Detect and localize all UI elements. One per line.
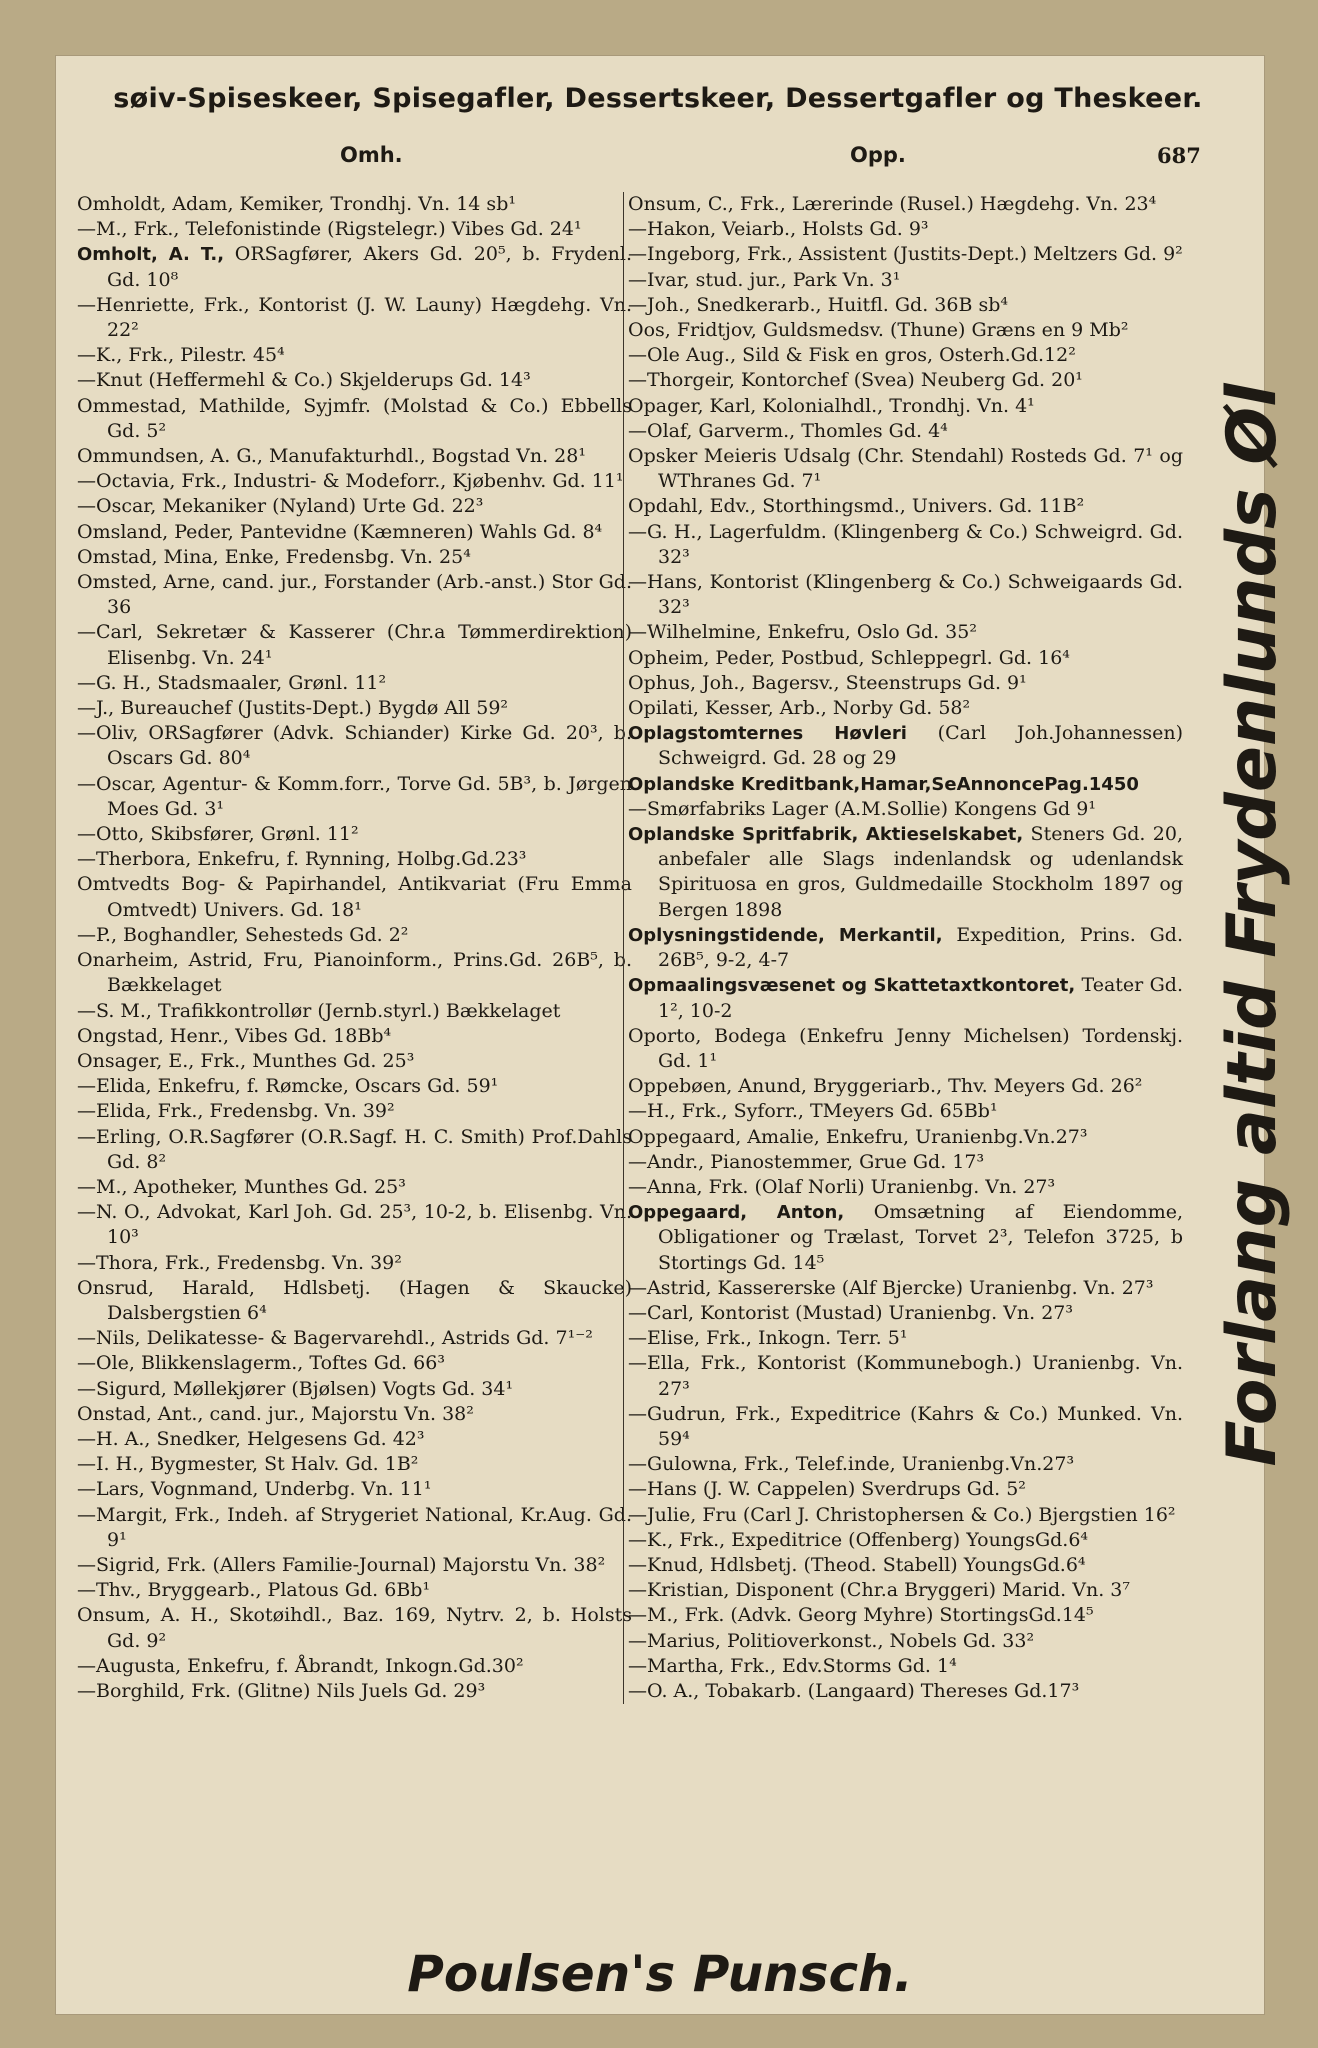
directory-entry bbox=[628, 797, 1183, 822]
entry-text: —Thorgeir, Kontorchef (Svea) Neuberg Gd. 20¹ bbox=[628, 369, 1083, 392]
directory-entry bbox=[77, 1326, 632, 1351]
directory-entry bbox=[628, 1276, 1183, 1301]
entry-text: —Thora, Frk., Fredensbg. Vn. 39² bbox=[77, 1251, 402, 1274]
entry-text: —Henriette, Frk., Kontorist (J. W. Launy) Hægdehg. Vn. 22² bbox=[77, 293, 632, 342]
entry-text: —J., Bureauchef (Justits-Dept.) Bygdø All 59² bbox=[77, 697, 509, 720]
directory-entry bbox=[77, 1125, 632, 1175]
entry-text: Omtvedts Bog- & Papirhandel, Antikvariat (Fru Emma Omtvedt) Univers. Gd. 18¹ bbox=[77, 873, 632, 921]
directory-entry bbox=[77, 696, 632, 721]
entry-text: Ophus, Joh., Bagersv., Steenstrups Gd. 9¹ bbox=[628, 671, 1027, 694]
entry-heading: Oplandske Kreditbank,Hamar,SeAnnoncePag.1450 bbox=[628, 773, 1139, 795]
entry-text: —Augusta, Enkefru, f. Åbrandt, Inkogn.Gd.30² bbox=[77, 1654, 524, 1677]
directory-entry bbox=[628, 696, 1183, 721]
entry-text: —H. A., Snedker, Helgesens Gd. 42³ bbox=[77, 1427, 425, 1450]
entry-text: Onstad, Ant., cand. jur., Majorstu Vn. 38² bbox=[77, 1402, 474, 1425]
entry-text: —Carl, Kontorist (Mustad) Uranienbg. Vn. 27³ bbox=[628, 1301, 1074, 1324]
directory-entry bbox=[628, 520, 1183, 570]
entry-text: —Smørfabriks Lager (A.M.Sollie) Kongens Gd 9¹ bbox=[628, 797, 1096, 820]
directory-entry bbox=[77, 494, 632, 519]
entry-text: —Nils, Delikatesse- & Bagervarehdl., Astrids Gd. 7¹⁻² bbox=[77, 1327, 593, 1350]
entry-text: —S. M., Trafikkontrollør (Jernb.styrl.) Bækkelaget bbox=[77, 999, 561, 1022]
directory-entry bbox=[77, 772, 632, 822]
directory-entry bbox=[628, 1503, 1183, 1528]
directory-entry bbox=[77, 1200, 632, 1250]
entry-heading: Oplagstomternes Høvleri bbox=[628, 723, 907, 745]
directory-entry bbox=[77, 1603, 632, 1653]
directory-entry bbox=[628, 1477, 1183, 1502]
directory-entry bbox=[77, 923, 632, 948]
entry-text: —Martha, Frk., Edv.Storms Gd. 1⁴ bbox=[628, 1654, 957, 1677]
directory-entry bbox=[628, 444, 1183, 494]
top-advertisement: søiv-Spiseskeer, Spisegafler, Dessertskeer, Dessertgafler og Theskeer. bbox=[113, 83, 1203, 114]
entry-text: —Therbora, Enkefru, f. Rynning, Holbg.Gd.23³ bbox=[77, 848, 527, 871]
entry-text: Omholdt, Adam, Kemiker, Trondhj. Vn. 14 sb¹ bbox=[77, 193, 516, 215]
directory-entry bbox=[77, 394, 632, 444]
directory-entry bbox=[77, 620, 632, 670]
directory-entry bbox=[77, 1276, 632, 1326]
directory-entry bbox=[628, 1452, 1183, 1477]
directory-entry bbox=[77, 293, 632, 343]
entry-text: Oppegaard, Amalie, Enkefru, Uranienbg.Vn.27³ bbox=[628, 1125, 1088, 1148]
directory-entry bbox=[628, 1074, 1183, 1099]
entry-text: —Elida, Enkefru, f. Rømcke, Oscars Gd. 59¹ bbox=[77, 1075, 499, 1098]
entry-text: —M., Apotheker, Munthes Gd. 25³ bbox=[77, 1175, 406, 1198]
directory-entry bbox=[77, 822, 632, 847]
entry-text: Ommestad, Mathilde, Syjmfr. (Molstad & Co.) Ebbells Gd. 5² bbox=[77, 394, 632, 442]
entry-text: Oos, Fridtjov, Guldsmedsv. (Thune) Græns en 9 Mb² bbox=[628, 319, 1129, 342]
right-column bbox=[623, 192, 1183, 1704]
directory-entry bbox=[77, 999, 632, 1024]
entry-heading: Omholt, A. T., bbox=[77, 244, 225, 266]
directory-entry bbox=[77, 1377, 632, 1402]
directory-entry bbox=[77, 671, 632, 696]
directory-entry bbox=[77, 1503, 632, 1553]
entry-text: Onarheim, Astrid, Fru, Pianoinform., Prins.Gd. 26B⁵, b. Bækkelaget bbox=[77, 949, 632, 997]
directory-entry bbox=[77, 1679, 632, 1704]
entry-text: —M., Frk., Telefonistinde (Rigstelegr.) Vibes Gd. 24¹ bbox=[77, 218, 582, 241]
directory-entry bbox=[77, 1427, 632, 1452]
directory-entry bbox=[628, 721, 1183, 771]
entry-text: Expedition, Prins. Gd. 26B⁵, 9-2, 4-7 bbox=[658, 923, 1183, 972]
entry-text: Oporto, Bodega (Enkefru Jenny Michelsen) Tordenskj. Gd. 1¹ bbox=[628, 1024, 1183, 1072]
entry-text: —Joh., Snedkerarb., Huitfl. Gd. 36B sb⁴ bbox=[628, 293, 1008, 316]
right-guide-word: Opp. bbox=[850, 143, 906, 167]
entry-text: —Oliv, ORSagfører (Advk. Schiander) Kirke Gd. 20³, b. Oscars Gd. 80⁴ bbox=[77, 722, 632, 770]
directory-entry bbox=[628, 419, 1183, 444]
directory-entry bbox=[628, 192, 1183, 217]
entry-text: —Oscar, Agentur- & Komm.forr., Torve Gd. 5B³, b. Jørgen Moes Gd. 3¹ bbox=[77, 772, 632, 820]
entry-text: —Otto, Skibsfører, Grønl. 11² bbox=[77, 823, 359, 846]
entry-text: —Sigurd, Møllekjører (Bjølsen) Vogts Gd. 34¹ bbox=[77, 1377, 514, 1400]
directory-entry bbox=[628, 1175, 1183, 1200]
directory-entry bbox=[77, 469, 632, 494]
directory-entry bbox=[77, 217, 632, 242]
entry-text: Omsland, Peder, Pantevidne (Kæmneren) Wahls Gd. 8⁴ bbox=[77, 520, 603, 543]
directory-entry bbox=[628, 1024, 1183, 1074]
entry-text: —Marius, Politioverkonst., Nobels Gd. 33² bbox=[628, 1629, 1035, 1652]
directory-entry bbox=[628, 242, 1183, 267]
entry-text: —Kristian, Disponent (Chr.a Bryggeri) Marid. Vn. 3⁷ bbox=[628, 1579, 1130, 1602]
directory-entry bbox=[628, 570, 1183, 620]
directory-entry bbox=[628, 1654, 1183, 1679]
entry-text: —Carl, Sekretær & Kasserer (Chr.a Tømmerdirektion) Elisenbg. Vn. 24¹ bbox=[77, 621, 632, 669]
directory-entry bbox=[628, 368, 1183, 393]
entry-text: Omstad, Mina, Enke, Fredensbg. Vn. 25⁴ bbox=[77, 545, 471, 568]
entry-text: —M., Frk. (Advk. Georg Myhre) StortingsGd.14⁵ bbox=[628, 1604, 1094, 1627]
directory-entry bbox=[628, 1125, 1183, 1150]
entry-text: Opager, Karl, Kolonialhdl., Trondhj. Vn. 4¹ bbox=[628, 394, 1035, 417]
directory-entry bbox=[628, 671, 1183, 696]
entry-text: Omsætning af Eiendomme, Obligationer og Trælast, Torvet 2³, Telefon 3725, b Stortings Gd. 14⁵ bbox=[658, 1201, 1183, 1274]
entry-text: —Erling, O.R.Sagfører (O.R.Sagf. H. C. Smith) Prof.Dahls Gd. 8² bbox=[77, 1125, 632, 1173]
directory-entry bbox=[628, 772, 1183, 797]
directory-entry bbox=[77, 847, 632, 872]
entry-text: —Hakon, Veiarb., Holsts Gd. 9³ bbox=[628, 218, 929, 241]
entry-text: —K., Frk., Pilestr. 45⁴ bbox=[77, 344, 285, 367]
entry-text: —Hans (J. W. Cappelen) Sverdrups Gd. 5² bbox=[628, 1478, 1026, 1501]
directory-entry bbox=[628, 1099, 1183, 1124]
directory-entry bbox=[628, 217, 1183, 242]
directory-entry bbox=[77, 1452, 632, 1477]
directory-entry bbox=[77, 343, 632, 368]
entry-text: Opsker Meieris Udsalg (Chr. Stendahl) Rosteds Gd. 7¹ og WThranes Gd. 7¹ bbox=[628, 445, 1183, 493]
bottom-advertisement: Poulsen's Punsch. bbox=[407, 1945, 913, 2003]
directory-page bbox=[55, 55, 1292, 2015]
directory-entry bbox=[628, 1326, 1183, 1351]
entry-text: —Borghild, Frk. (Glitne) Nils Juels Gd. 29³ bbox=[77, 1679, 486, 1702]
entry-text: —Margit, Frk., Indeh. af Strygeriet National, Kr.Aug. Gd. 9¹ bbox=[77, 1503, 632, 1551]
entry-text: —Lars, Vognmand, Underbg. Vn. 11¹ bbox=[77, 1478, 432, 1501]
directory-entry bbox=[628, 1351, 1183, 1401]
entry-text: —Astrid, Kassererske (Alf Bjercke) Uranienbg. Vn. 27³ bbox=[628, 1276, 1154, 1299]
entry-text: Opilati, Kesser, Arb., Norby Gd. 58² bbox=[628, 697, 971, 720]
directory-entry bbox=[77, 1175, 632, 1200]
directory-entry bbox=[628, 343, 1183, 368]
entry-text: —Anna, Frk. (Olaf Norli) Uranienbg. Vn. 27³ bbox=[628, 1175, 1056, 1198]
entry-text: —O. A., Tobakarb. (Langaard) Thereses Gd.17³ bbox=[628, 1679, 1080, 1702]
directory-entry bbox=[628, 268, 1183, 293]
entry-text: —Thv., Bryggearb., Platous Gd. 6Bb¹ bbox=[77, 1579, 431, 1602]
entry-text: Opdahl, Edv., Storthingsmd., Univers. Gd. 11B² bbox=[628, 495, 1085, 518]
directory-entry bbox=[77, 520, 632, 545]
entry-text: Onsager, E., Frk., Munthes Gd. 25³ bbox=[77, 1049, 415, 1072]
directory-entry bbox=[628, 1629, 1183, 1654]
directory-entry bbox=[628, 1402, 1183, 1452]
directory-entry bbox=[77, 1049, 632, 1074]
entry-text: —Andr., Pianostemmer, Grue Gd. 17³ bbox=[628, 1150, 985, 1173]
left-guide-word: Omh. bbox=[340, 143, 403, 167]
entry-text: —Gulowna, Frk., Telef.inde, Uranienbg.Vn.27³ bbox=[628, 1453, 1075, 1476]
directory-entry bbox=[628, 1553, 1183, 1578]
directory-entry bbox=[77, 570, 632, 620]
entry-text: —Ole Aug., Sild & Fisk en gros, Osterh.Gd.12² bbox=[628, 344, 1076, 367]
directory-entry bbox=[77, 1024, 632, 1049]
entry-text: —Gudrun, Frk., Expeditrice (Kahrs & Co.) Munked. Vn. 59⁴ bbox=[628, 1402, 1183, 1450]
entry-text: —Olaf, Garverm., Thomles Gd. 4⁴ bbox=[628, 419, 948, 442]
entry-text: —P., Boghandler, Sehesteds Gd. 2² bbox=[77, 923, 409, 946]
directory-entry bbox=[77, 721, 632, 771]
directory-entry bbox=[77, 1251, 632, 1276]
directory-entry bbox=[77, 1099, 632, 1124]
entry-text: —K., Frk., Expeditrice (Offenberg) YoungsGd.6⁴ bbox=[628, 1528, 1089, 1551]
directory-entry bbox=[77, 948, 632, 998]
directory-entry bbox=[628, 646, 1183, 671]
directory-entry bbox=[628, 318, 1183, 343]
entry-text: —Ella, Frk., Kontorist (Kommunebogh.) Uranienbg. Vn. 27³ bbox=[628, 1352, 1183, 1400]
side-advertisement: Forlang altid Frydenlunds Øl bbox=[1213, 383, 1292, 1467]
entry-text: —Julie, Fru (Carl J. Christophersen & Co.) Bjergstien 16² bbox=[628, 1503, 1176, 1526]
entry-text: —Knud, Hdlsbetj. (Theod. Stabell) YoungsGd.6⁴ bbox=[628, 1553, 1086, 1576]
entry-text: —G. H., Lagerfuldm. (Klingenberg & Co.) Schweigrd. Gd. 32³ bbox=[628, 520, 1183, 568]
directory-entry bbox=[77, 872, 632, 922]
page-number: 687 bbox=[1157, 143, 1201, 168]
directory-entry bbox=[628, 822, 1183, 923]
directory-entry bbox=[628, 1603, 1183, 1628]
entry-text: —G. H., Stadsmaaler, Grønl. 11² bbox=[77, 671, 387, 694]
entry-text: —N. O., Advokat, Karl Joh. Gd. 25³, 10-2, b. Elisenbg. Vn. 10³ bbox=[77, 1201, 632, 1249]
directory-entry bbox=[628, 1200, 1183, 1276]
entry-heading: Oplysningstidende, Merkantil, bbox=[628, 924, 943, 946]
entry-text: —Wilhelmine, Enkefru, Oslo Gd. 35² bbox=[628, 621, 977, 644]
entry-text: —H., Frk., Syforr., TMeyers Gd. 65Bb¹ bbox=[628, 1100, 998, 1123]
directory-entry bbox=[77, 1351, 632, 1376]
entry-text: —Ingeborg, Frk., Assistent (Justits-Dept.) Meltzers Gd. 9² bbox=[628, 243, 1183, 266]
directory-entry bbox=[77, 1074, 632, 1099]
entry-text: Steners Gd. 20, anbefaler alle Slags indenlandsk og udenlandsk Spirituosa en gros, Guldmedaille Stockholm 1897 og Bergen 1898 bbox=[658, 823, 1183, 921]
entry-text: Ongstad, Henr., Vibes Gd. 18Bb⁴ bbox=[77, 1024, 392, 1047]
directory-entry bbox=[628, 494, 1183, 519]
directory-entry bbox=[77, 444, 632, 469]
directory-entry bbox=[628, 923, 1183, 973]
directory-entry bbox=[628, 973, 1183, 1023]
directory-entry bbox=[628, 1679, 1183, 1704]
entry-heading: Oppegaard, Anton, bbox=[628, 1202, 845, 1224]
entry-text: —Ole, Blikkenslagerm., Toftes Gd. 66³ bbox=[77, 1352, 445, 1375]
directory-entry bbox=[628, 1150, 1183, 1175]
directory-entry bbox=[77, 242, 632, 292]
directory-entry bbox=[77, 368, 632, 393]
directory-entry bbox=[628, 293, 1183, 318]
entry-text: (Carl Joh.Johannessen) Schweigrd. Gd. 28 og 29 bbox=[658, 722, 1183, 770]
directory-entry bbox=[77, 545, 632, 570]
entry-text: —Elise, Frk., Inkogn. Terr. 5¹ bbox=[628, 1327, 908, 1350]
entry-text: Onsrud, Harald, Hdlsbetj. (Hagen & Skaucke) Dalsbergstien 6⁴ bbox=[77, 1276, 632, 1324]
directory-entry bbox=[77, 192, 632, 217]
entry-text: Teater Gd. 1², 10-2 bbox=[658, 974, 1183, 1022]
entry-text: Onsum, A. H., Skotøihdl., Baz. 169, Nytrv. 2, b. Holsts Gd. 9² bbox=[77, 1604, 632, 1652]
directory-entry bbox=[628, 1578, 1183, 1603]
directory-entry bbox=[77, 1477, 632, 1502]
entry-text: Ommundsen, A. G., Manufakturhdl., Bogstad Vn. 28¹ bbox=[77, 445, 586, 468]
directory-entry bbox=[77, 1578, 632, 1603]
entry-text: Onsum, C., Frk., Lærerinde (Rusel.) Hægdehg. Vn. 23⁴ bbox=[628, 193, 1157, 215]
directory-entry bbox=[628, 394, 1183, 419]
entry-text: —Elida, Frk., Fredensbg. Vn. 39² bbox=[77, 1100, 395, 1123]
directory-entry bbox=[628, 1528, 1183, 1553]
entry-text: Oppebøen, Anund, Bryggeriarb., Thv. Meyers Gd. 26² bbox=[628, 1075, 1143, 1098]
entry-text: —Octavia, Frk., Industri- & Modeforr., Kjøbenhv. Gd. 11¹ bbox=[77, 470, 624, 493]
left-column bbox=[77, 192, 632, 1704]
entry-text: —Sigrid, Frk. (Allers Familie-Journal) Majorstu Vn. 38² bbox=[77, 1553, 606, 1576]
entry-text: —Oscar, Mekaniker (Nyland) Urte Gd. 22³ bbox=[77, 495, 484, 518]
entry-text: —I. H., Bygmester, St Halv. Gd. 1B² bbox=[77, 1453, 419, 1476]
directory-entry bbox=[77, 1402, 632, 1427]
entry-heading: Oplandske Spritfabrik, Aktieselskabet, bbox=[628, 824, 1024, 846]
directory-entry bbox=[77, 1553, 632, 1578]
entry-text: —Ivar, stud. jur., Park Vn. 3¹ bbox=[628, 268, 901, 291]
entry-text: —Knut (Heffermehl & Co.) Skjelderups Gd. 14³ bbox=[77, 369, 531, 392]
directory-entry bbox=[628, 1301, 1183, 1326]
entry-text: ORSagfører, Akers Gd. 20⁵, b. Frydenl. Gd. 10⁸ bbox=[107, 243, 632, 291]
entry-text: Omsted, Arne, cand. jur., Forstander (Arb.-anst.) Stor Gd. 36 bbox=[77, 571, 632, 619]
directory-entry bbox=[628, 620, 1183, 645]
entry-text: Opheim, Peder, Postbud, Schleppegrl. Gd. 16⁴ bbox=[628, 646, 1070, 669]
directory-entry bbox=[77, 1654, 632, 1679]
entry-heading: Opmaalingsvæsenet og Skattetaxtkontoret, bbox=[628, 975, 1076, 997]
entry-text: —Hans, Kontorist (Klingenberg & Co.) Schweigaards Gd. 32³ bbox=[628, 571, 1183, 619]
